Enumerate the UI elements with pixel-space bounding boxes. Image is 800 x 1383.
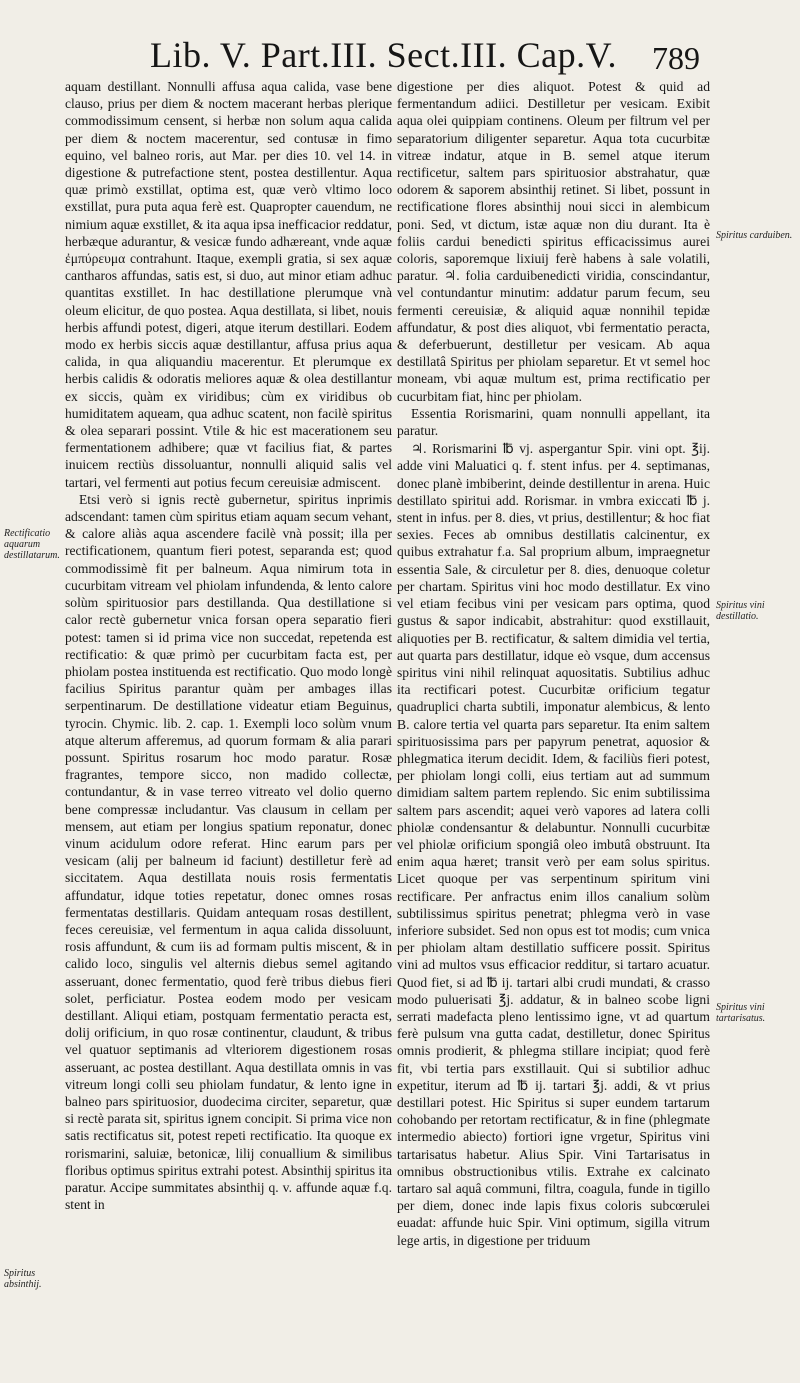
running-head: Lib. V. Part.III. Sect.III. Cap.V. (150, 35, 617, 75)
paragraph: ♃. Rorismarini ℔ vj. aspergantur Spir. vini opt. ℥ij. adde vini Maluatici q. f. stent infus. per 4. septimanas, donec planè imbiberint, deinde destillentur in arena. Huic destillato spiritui add. Rorismar. in vmbra exiccati ℔ j. stent in infus. per 8. dies, vt prius, destillentur; & hoc fiat sexies. Feces ab omnibus destillatis calcinentur, ex quibus extrahatur f.a. Sal proprium album, impraegnetur essentia Sale, & circuletur per 8. dies, denuoque coletur per chartam. Spiritus vini hoc modo destillatur. Ex vino vel etiam fecibus vini per vesicam pars optima, quod gustus & sapor indicabit, abstrahitur: quod exstillauit, aliquoties per B. rectificatur, & saltem dimidia vel tertia, aut quarta pars destillatur, idque eò vsque, dum accensus spiritus vini nihil relinquat aquositatis. Subtilius adhuc ita rectificari potest. Cucurbitæ orificium tegatur quadruplici charta subtili, imponatur alembicus, & lento B. calore tertia vel quarta pars separetur. Ita enim saltem spirituosissima pars per papyrum penetrat, aquosior & phlegmatica iterum decidit. Idem, & faciliùs fieri potest, per phiolam longi colli, eius tertiam aut ad summum dimidiam saltem partem replendo. Sic enim subtilissima saltem pars ascendit; aquei verò vapores ad latera colli phiolæ condensantur & delabuntur. Nonnulli cucurbitæ vel phiolæ orificium spongiâ oleo imbutâ obstruunt. Ita enim aqua hæret; transit verò per eam solus spiritus. Licet quoque per vas serpentinum spiritum vini rectificare. Per anfractus enim illos canalium solùm subtilissimus spiritus penetrat; phlegma verò in vase inferiore subsidet. Sed non opus est tot modis; cum vnica per phiolam altam destillatio sufficere possit. Spiritus vini ad multos vsus efficacior redditur, si tartaro acuatur. Quod fiet, si ad ℔ ij. tartari albi crudi mundati, & crasso modo puluerisati ℥j. addatur, & in balneo scobe ligni serrati madefacta pleno lentissimo igne, vt ad quartum ferè pulsum vna gutta cadat, destilletur, donec Spiritus omnis prodierit, & phlegma stillare incipiat; quod ferè fit, vbi tertia pars exstillauit. Qui si subtilior adhuc expetitur, iterum ad ℔ ij. tartari ℥j. addi, & vt prius destillari potest. Hic Spiritus si super eundem tartarum cohobando per retortam rectificatur, & in fine (phlegmate intermedio abiecto) fortiori igne vrgetur, Spiritus vini tartarisatus habetur. Alius Spir. Vini Tartarisatus in omnibus obstructionibus vtilis. Extrahe ex calcinato tartaro sal aquâ communi, filtra, coagula, funde in tigillo per diem, donec inde lapis fixus coloris subcœrulei euadat: affunde huic Spir. Vini optimum, sigilla vitrum lege artis, in digestione per triduum (397, 441, 710, 1248)
left-column (65, 78, 392, 1373)
page-number: 789 (652, 40, 700, 76)
marginal-note: Spiritus vini tartarisatus. (716, 1002, 766, 1024)
paragraph-title: Essentia Rorismarini, quam nonnulli appellant, ita paratur. (397, 405, 710, 439)
paragraph: digestione per dies aliquot. Potest & quid ad fermentandum adiici. Destilletur per vesicam. Exibit aqua olei quippiam continens. Oleum per filtrum vel per separatorium diligenter separetur. Aqua tota cucurbitæ vitreæ indatur, atque in B. semel atque iterum rectificetur, saltem pars spirituosior abstrahatur, quæ odorem & saporem absinthij retinet. Si libet, possunt in rectificatione flores absinthij noui sicci in alembicum poni. Sed, vt dictum, istæ aquæ non diu durant. Ita è foliis cardui benedicti spiritus efficacissimus aurei coloris, saporemque lixiuij ferè habens à sale volatili, paratur. ♃. folia carduibenedicti viridia, conscindantur, vel contundantur minutim: addatur parum fecum, seu fermenti cereuisiæ, & aliquid aquæ nonnihil tepidæ affundatur, & post dies aliquot, vbi fermentatio peracta, & deferbuerunt, destilletur per vesicam. Ab aqua destillatâ Spiritus per phiolam separetur. Et vt semel hoc moneam, vbi aquæ multum est, prima rectificatio per cucurbitam fiat, hinc per phiolam. (397, 79, 710, 404)
page-header (0, 14, 800, 74)
marginal-note: Spiritus vini destillatio. (716, 600, 765, 622)
marginal-note: Spiritus absinthij. (4, 1268, 42, 1290)
paragraph: Etsi verò si ignis rectè gubernetur, spiritus inprimis adscendant: tamen cùm spiritus etiam aquam secum vehant, & calore aliàs aqua ascendere facilè vnà possit; illa per rectificationem, quantum fieri potest, separanda est; quod commodissimè fit per balneum. Aqua nimirum tota in cucurbitam vitream vel phiolam infundenda, & lento calore solùm spirituosior pars destillanda. Qua destillatione si calor rectè gubernetur vnica forsan opera separatio fieri potest: tamen si id prima vice non succedat, repetenda est rectificatio: & quæ primò per cucurbitam facta est, per phiolam postea instituenda est rectificatio. Quo modo longè facilius Spiritus parantur quàm per ambages illas serpentinarum. De destillatione videatur etiam Beguinus, tyrocin. Chymic. lib. 2. cap. 1. Exempli loco solùm vnum atque alterum afferemus, ad quorum formam & alia parari possunt. Spiritus rosarum hoc modo paratur. Rosæ fragrantes, tempore sicco, non madido collectæ, contundantur, & in vase terreo vitreato vel dolio querno bene compressæ includantur. Vas clausum in cellam per mensem, aut etiam per longius spatium reponatur, donec vinum acidulum odore referat. Hinc earum pars per vesicam (alij per balneum id faciunt) destilletur ferè ad siccitatem. Aqua destillata nouis rosis fermentatis affundatur, idque toties repetatur, donec omnes rosas fermentatas destillaris. Quidam antequam rosas destillent, feces cereuisiæ, vel fermentum in aqua calida dissoluunt, rosis affundunt, & cum iis ad formam pultis miscent, & in calido loco, singulis vel alternis diebus semel agitando asseruant, donec fermentatio, quod ferè tribus diebus fieri solet, perficiatur. Postea eodem modo per vesicam destillant. Aliqui etiam, postquam fermentatio peracta est, dolij orificium, in quo rosæ continentur, claudunt, & tribus vel quatuor septimanis ad vlteriorem digestionem rosas asseruant, ac postea destillant. Aqua destillata omnis in vas vitreum longi colli seu phiolam fundatur, & lento igne in balneo pars spirituosior, duodecima circiter, separetur, quæ si rectè parata sit, spiritus ignem concipit. Si prima vice non satis rectificatus sit, potest repeti rectificatio. Ita quoque ex rorismarini, saluiæ, betonicæ, lilij conuallium & similibus floribus optimus spiritus extrahi potest. Absinthij spiritus ita paratur. Accipe summitates absinthij q. v. affunde aquæ f.q. stent in (65, 491, 392, 1213)
right-column (397, 78, 710, 1373)
marginal-note: Rectificatio aquarum destillatarum. (4, 528, 60, 561)
paragraph: aquam destillant. Nonnulli affusa aqua calida, vase bene clauso, prius per diem & noctem macerant herbas plerique commodissimum censent, si herbæ non solum aqua calida per diem & noctem macerentur, sed contusæ in fimo equino, vel balneo roris, aut Mar. per dies 10. vel 14. in digestione & putrefactione stent, postea destillentur. Aqua quæ primò exstillat, optima est, quæ verò vltimo loco exstillat, pura puta aqua ferè est. Quapropter cauendum, ne nimium aquæ exstillet, & ita aqua ipsa inefficacior reddatur, herbæque adurantur, & vesicæ fundo adhæreant, vnde aquæ ἐμπύρευμα contrahunt. Itaque, exempli gratia, si sex aquæ cantharos affundas, satis est, si duo, aut minor etiam adhuc quantitas exstillet. In hac destillatione plerumque vnà oleum elicitur, de quo postea. Aqua destillata, si libet, nouis herbis affundi potest, digeri, atque iterum destillari. Eodem modo ex herbis siccis aquæ destillantur, affusa prius aqua calida, in qua aliquandiu macerentur. Et plerumque ex herbis calidis & odoratis meliores aquæ & olea destillantur ex siccis, quàm ex viridibus; cùm ex viridibus ob humiditatem aqueam, qua adhuc scatent, non facilè spiritus & olea separari possint. Vtile & hic est macerationem seu fermentationem adhibere; quæ vt facilius fiat, & partes inuicem rectiùs dissoluantur, nonnulli aliquid salis vel tartari, vel fermenti aut potius fecum cereuisiæ admiscent. (65, 79, 392, 490)
marginal-note: Spiritus carduiben. (716, 230, 793, 241)
